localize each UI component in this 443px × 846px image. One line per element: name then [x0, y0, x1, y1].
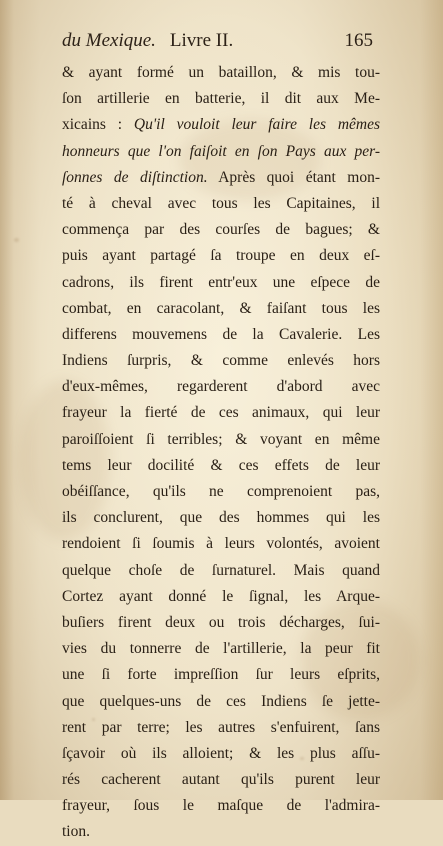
roman-text: rés cacherent autant qu'ils purent leur: [62, 771, 380, 789]
roman-text: xicains :: [62, 116, 134, 134]
text-line: [62, 374, 380, 400]
roman-text: ils conclurent, que des hommes qui les: [62, 509, 380, 527]
roman-text: rent par terre; les autres s'enfuirent, ſans: [62, 718, 380, 736]
text-line: [62, 86, 380, 112]
text-line: [62, 400, 380, 426]
body-paragraph: [62, 60, 380, 846]
text-line: [62, 191, 380, 217]
roman-text: cadrons, ils firent entr'eux une eſpece de: [62, 273, 380, 291]
roman-text: Après quoi étant mon-: [207, 168, 380, 186]
text-line: [62, 636, 380, 662]
text-line: [62, 584, 380, 610]
roman-text: rendoient ſi ſoumis à leurs volontés, avoient: [62, 535, 380, 553]
roman-text: que quelques-uns de ces Indiens ſe jette-: [62, 692, 380, 710]
text-line: [62, 531, 380, 557]
roman-text: frayeur la fierté de ces animaux, qui leur: [62, 404, 380, 422]
text-line: [62, 243, 380, 269]
text-line: [62, 767, 380, 793]
text-line: [62, 793, 380, 819]
text-line: [62, 296, 380, 322]
roman-text: d'eux-mêmes, regarderent d'abord avec: [62, 378, 380, 396]
book-label: Livre II.: [169, 30, 234, 51]
text-line: [62, 715, 380, 741]
text-line: [62, 217, 380, 243]
roman-text: frayeur, ſous le maſque de l'admira-: [62, 797, 380, 815]
italic-text: ſonnes de diſtinction.: [62, 168, 208, 186]
roman-text: & ayant formé un bataillon, & mis tou-: [62, 64, 380, 81]
roman-text: vies du tonnerre de l'artillerie, la peur fit: [62, 640, 380, 658]
text-line: [62, 165, 380, 191]
text-line: [62, 60, 380, 86]
roman-text: buſiers firent deux ou trois décharges, ſui-: [62, 613, 380, 631]
roman-text: ſon artillerie en batterie, il dit aux Me-: [62, 90, 380, 108]
text-line: [62, 610, 380, 636]
running-head: [62, 30, 362, 56]
running-title: du Mexique.: [62, 30, 156, 51]
roman-text: ſçavoir où ils alloient; & les plus aſſu-: [62, 744, 380, 762]
text-line: [62, 689, 380, 715]
roman-text: Indiens ſurpris, & comme enlevés hors: [62, 352, 380, 370]
text-line: [62, 112, 380, 138]
text-line: [62, 270, 380, 296]
text-line: [62, 558, 380, 584]
roman-text: paroiſſoient ſi terribles; & voyant en même: [62, 430, 380, 448]
text-line: [62, 453, 380, 479]
roman-text: tems leur docilité & ces effets de leur: [62, 456, 380, 474]
text-line: [62, 139, 380, 165]
text-line: [62, 662, 380, 688]
roman-text: té à cheval avec tous les Capitaines, il: [62, 194, 380, 212]
roman-text: quelque choſe de ſurnaturel. Mais quand: [62, 561, 380, 579]
roman-text: combat, en caracolant, & faiſant tous les: [62, 299, 380, 317]
roman-text: differens mouvemens de la Cavalerie. Les: [62, 325, 380, 343]
roman-text: Cortez ayant donné le ſignal, les Arque-: [62, 587, 380, 605]
roman-text: puis ayant partagé ſa troupe en deux eſ-: [62, 247, 380, 265]
text-line: [62, 819, 380, 845]
text-line: [62, 348, 380, 374]
roman-text: une ſi forte impreſſion ſur leurs eſprits,: [62, 666, 380, 684]
text-line: [62, 505, 380, 531]
text-line: [62, 427, 380, 453]
italic-text: honneurs que l'on faiſoit en ſon Pays aux per-: [62, 142, 380, 160]
roman-text: obéiſſance, qu'ils ne comprenoient pas,: [62, 483, 380, 500]
italic-text: Qu'il vouloit leur faire les mêmes: [133, 116, 380, 134]
foxing-spot: [14, 238, 19, 242]
roman-text: tion.: [62, 823, 90, 841]
text-line: [62, 741, 380, 767]
page-number: 165: [344, 30, 373, 51]
text-line: [62, 479, 380, 505]
text-line: [62, 322, 380, 348]
roman-text: commença par des courſes de bagues; &: [62, 221, 380, 239]
